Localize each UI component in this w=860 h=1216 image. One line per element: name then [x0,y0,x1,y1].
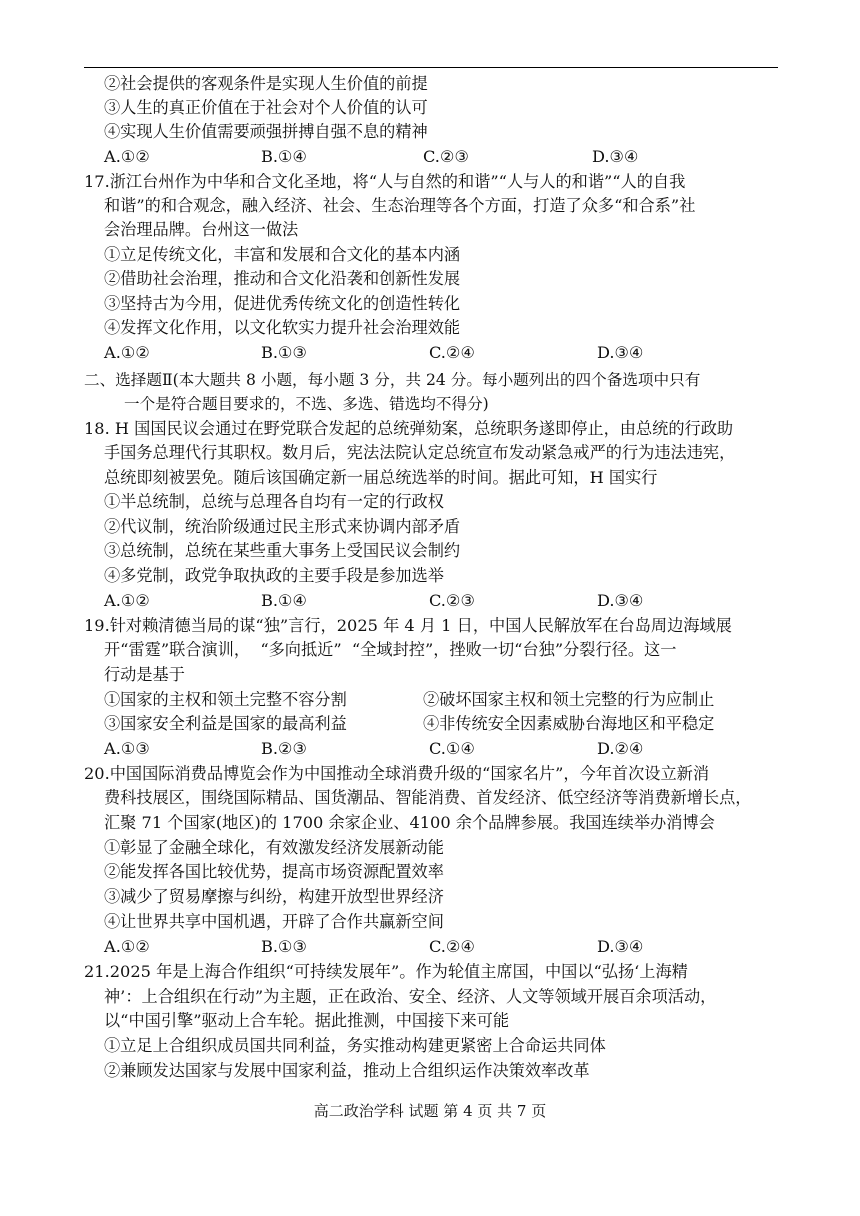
q19-stem-line: 19.针对赖清德当局的谋“独”言行，2025 年 4 月 1 日，中国人民解放军在台岛周边海域展 [84,616,732,635]
header-rule [84,67,778,68]
q20-stem-line: 费科技展区，围绕国际精品、国货潮品、智能消费、首发经济、低空经济等消费新增长点， [104,788,752,807]
option-b: B.①③ [261,343,308,362]
option-a: A.①② [104,937,150,956]
q17-item: ④发挥文化作用，以文化软实力提升社会治理效能 [104,318,461,337]
option-d: D.③④ [597,343,644,362]
q17-item: ①立足传统文化，丰富和发展和合文化的基本内涵 [104,245,461,264]
option-a: A.①② [104,343,150,362]
q18-stem-line: 手国务总理代行其职权。数月后，宪法法院认定总统宣布发动紧急戒严的行为违法违宪， [104,443,736,462]
option-d: D.③④ [597,591,644,610]
q18-item: ③总统制，总统在某些重大事务上受国民议会制约 [104,541,461,560]
option-d: D.②④ [597,739,644,758]
q17-stem-line: 17.浙江台州作为中华和合文化圣地，将“人与自然的和谐”“人与人的和谐”“人的自我 [84,172,686,191]
option-a: A.①② [104,147,150,166]
q18-item: ④多党制，政党争取执政的主要手段是参加选举 [104,566,444,585]
q21-stem-line: 神’：上合组织在行动”为主题，正在政治、安全、经济、人文等领域开展百余项活动， [104,987,717,1006]
option-b: B.①④ [261,147,308,166]
option-c: C.②④ [429,343,475,362]
option-c: C.②③ [423,147,469,166]
q19-item: ①国家的主权和领土完整不容分割 [104,690,347,709]
option-b: B.②③ [261,739,308,758]
q17-stem-line: 和谐”的和合观念，融入经济、社会、生态治理等各个方面，打造了众多“和合系”社 [104,196,696,215]
option-b: B.①③ [261,937,308,956]
q18-stem-line: 18. H 国国民议会通过在野党联合发起的总统弹劾案，总统职务遂即停止，由总统的行政助 [84,419,734,438]
q21-item: ①立足上合组织成员国共同利益，务实推动构建更紧密上合命运共同体 [104,1036,606,1055]
q21-item: ②兼顾发达国家与发展中国家利益，推动上合组织运作决策效率改革 [104,1061,590,1080]
q18-item: ①半总统制，总统与总理各自均有一定的行政权 [104,492,444,511]
option-a: A.①② [104,591,150,610]
q20-item: ④让世界共享中国机遇，开辟了合作共赢新空间 [104,912,444,931]
q17-stem-line: 会治理品牌。台州这一做法 [104,220,299,239]
q17-item: ③坚持古为今用，促进优秀传统文化的创造性转化 [104,294,461,313]
q17-item: ②借助社会治理，推动和合文化沿袭和创新性发展 [104,269,461,288]
page-footer: 高二政治学科 试题 第 4 页 共 7 页 [313,1102,547,1120]
option-c: C.①④ [429,739,475,758]
q21-stem-line: 21.2025 年是上海合作组织“可持续发展年”。作为轮值主席国，中国以“弘扬‘上海精 [84,962,688,981]
q16-item-3: ③人生的真正价值在于社会对个人价值的认可 [104,98,428,117]
q20-stem-line: 20.中国国际消费品博览会作为中国推动全球消费升级的“国家名片”，今年首次设立新消 [84,764,710,783]
q19-item: ④非传统安全因素威胁台海地区和平稳定 [423,714,715,733]
q19-stem-line: 开“雷霆”联合演训， “多向抵近” “全域封控”，挫败一切“台独”分裂行径。这一 [104,640,677,659]
q16-item-4: ④实现人生价值需要顽强拼搏自强不息的精神 [104,122,428,141]
option-c: C.②③ [429,591,475,610]
q20-stem-line: 汇聚 71 个国家(地区)的 1700 余家企业、4100 余个品牌参展。我国连续举办消博会 [104,813,715,832]
q20-item: ①彰显了金融全球化，有效激发经济发展新动能 [104,838,444,857]
option-c: C.②④ [429,937,475,956]
q16-item-2: ②社会提供的客观条件是实现人生价值的前提 [104,74,428,93]
section-heading-cont: 一个是符合题目要求的，不选、多选、错选均不得分) [124,395,489,413]
q19-stem-line: 行动是基于 [104,665,185,684]
q18-item: ②代议制，统治阶级通过民主形式来协调内部矛盾 [104,517,461,536]
option-b: B.①④ [261,591,308,610]
q19-item: ③国家安全利益是国家的最高利益 [104,714,347,733]
section-heading: 二、选择题Ⅱ(本大题共 8 小题，每小题 3 分，共 24 分。每小题列出的四个备选项中只有 [84,371,701,389]
q20-item: ③减少了贸易摩擦与纠纷，构建开放型世界经济 [104,887,444,906]
option-d: D.③④ [597,937,644,956]
q21-stem-line: 以“中国引擎”驱动上合车轮。据此推测，中国接下来可能 [104,1011,510,1030]
q19-item: ②破坏国家主权和领土完整的行为应制止 [423,690,715,709]
q18-stem-line: 总统即刻被罢免。随后该国确定新一届总统选举的时间。据此可知，H 国实行 [104,468,658,487]
option-a: A.①③ [104,739,150,758]
q20-item: ②能发挥各国比较优势，提高市场资源配置效率 [104,862,444,881]
option-d: D.③④ [592,147,639,166]
